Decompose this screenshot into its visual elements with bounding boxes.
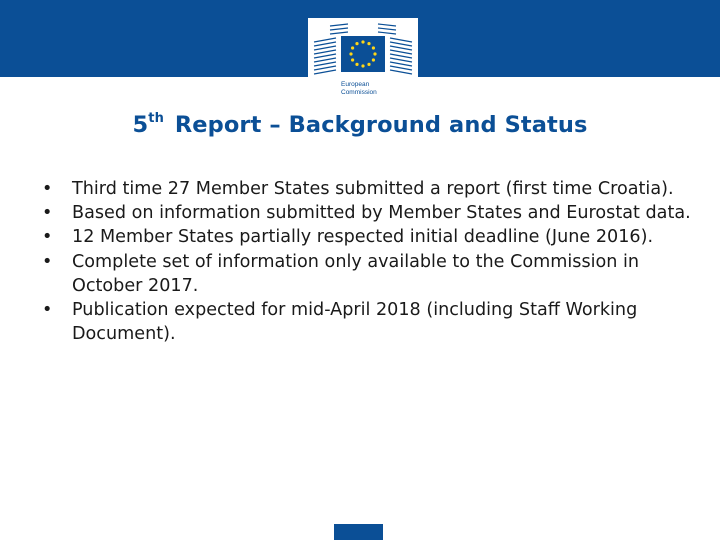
bullet-item: [42, 298, 702, 346]
berlaymont-building-icon: [308, 18, 418, 102]
bullet-item: [42, 225, 702, 249]
bullet-item: [42, 201, 702, 225]
bullet-text: Complete set of information only available to the Commission in October 2017.: [72, 251, 640, 296]
bullet-text: Third time 27 Member States submitted a report (first time Croatia).: [72, 179, 674, 199]
bullet-text: Based on information submitted by Member States and Eurostat data.: [72, 203, 691, 224]
bullet-icon: •: [42, 300, 53, 321]
bullet-icon: •: [42, 203, 53, 224]
bullet-icon: •: [42, 227, 53, 248]
title-ordinal: th: [148, 110, 164, 126]
logo-text-line1: European: [341, 81, 370, 88]
bullet-icon: •: [42, 251, 53, 272]
bullet-icon: •: [42, 179, 53, 199]
bullet-list: [42, 177, 702, 346]
slide-title: [0, 112, 720, 138]
bullet-text: 12 Member States partially respected initial deadline (June 2016).: [72, 227, 654, 248]
bullet-text: Publication expected for mid-April 2018 (including Staff Working Document).: [72, 300, 638, 345]
bullet-item: [42, 177, 702, 201]
footer-bar: [334, 524, 383, 540]
logo-text-line2: Commission: [341, 89, 377, 96]
title-text: Report – Background and Status: [174, 112, 588, 138]
european-commission-logo: [308, 18, 418, 102]
bullet-item: [42, 250, 702, 298]
title-number: 5: [132, 112, 149, 138]
